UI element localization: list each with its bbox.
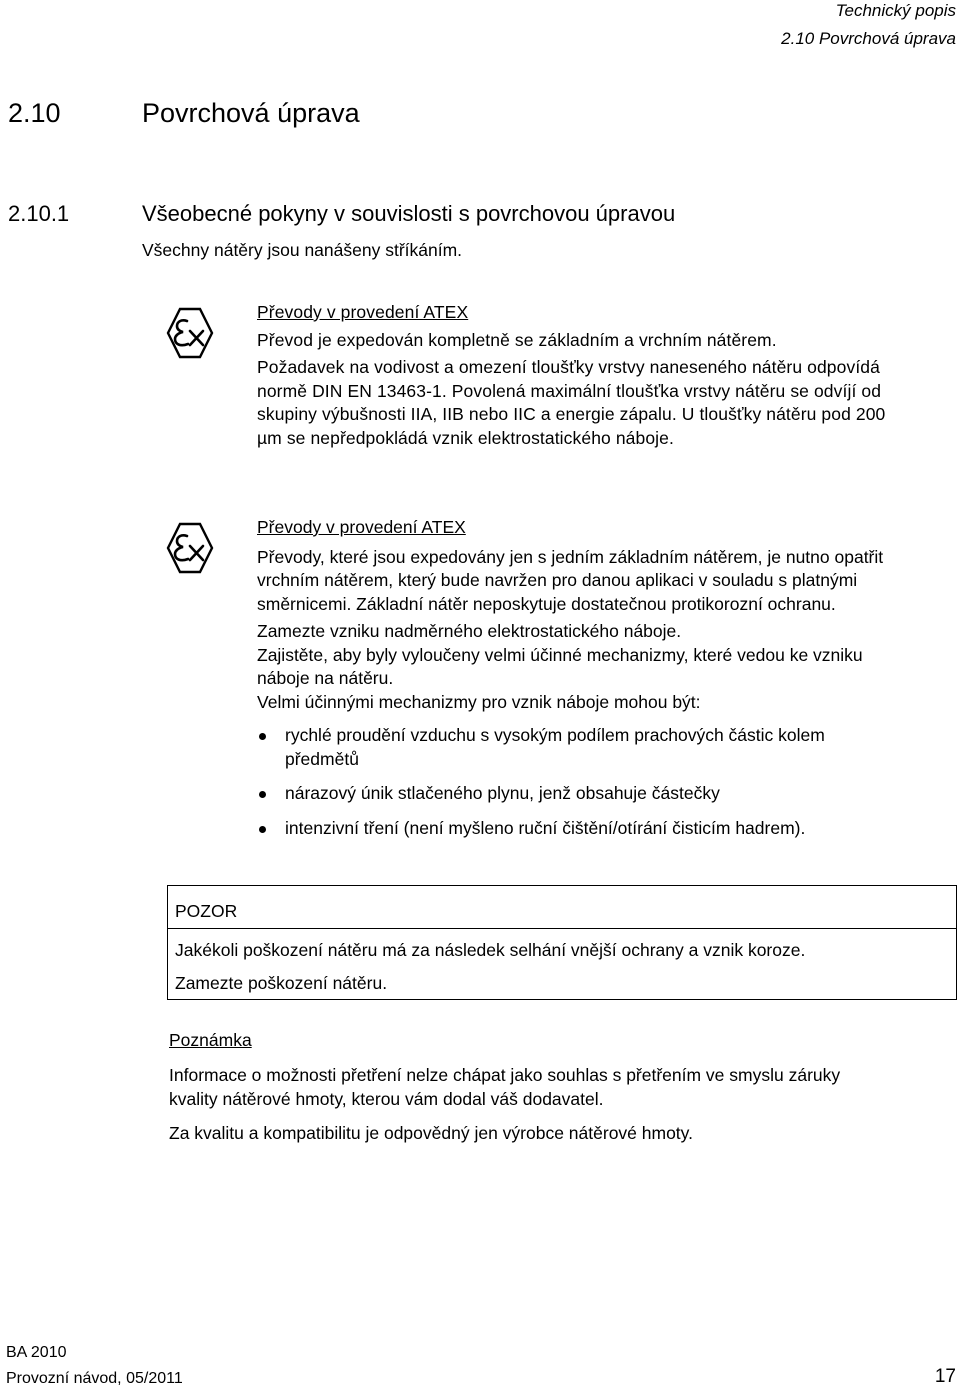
subsection-title: Všeobecné pokyny v souvislosti s povrchovou úpravou bbox=[142, 201, 676, 226]
note-line: kvality nátěrové hmoty, kterou vám dodal váš dodavatel. bbox=[169, 1088, 604, 1109]
note-heading: Poznámka bbox=[169, 1030, 252, 1050]
ex-atex-icon bbox=[166, 307, 214, 359]
subsection-intro: Všechny nátěry jsou nanášeny stříkáním. bbox=[142, 240, 463, 260]
subsection-number: 2.10.1 bbox=[8, 201, 70, 226]
header-chapter: Technický popis bbox=[835, 1, 956, 20]
ex-block-2-line: Zajistěte, aby byly vyloučeny velmi účinné mechanizmy, které vedou ke vzniku bbox=[257, 644, 863, 665]
list-item bbox=[257, 724, 947, 771]
caution-box-header bbox=[168, 886, 956, 929]
section-heading bbox=[8, 97, 908, 131]
list-item-text: intenzivní tření (není myšleno ruční čištění/otírání čisticím hadrem). bbox=[285, 817, 806, 838]
section-number: 2.10 bbox=[8, 98, 61, 128]
list-item-text: předmětů bbox=[285, 748, 359, 769]
list-item-text: rychlé proudění vzduchu s vysokým podílem prachových částic kolem bbox=[285, 725, 825, 745]
ex-block-2 bbox=[257, 516, 947, 840]
ex-block-1-line: Převod je expedován kompletně se základním a vrchním nátěrem. bbox=[257, 329, 777, 350]
section-title: Povrchová úprava bbox=[142, 98, 360, 128]
ex-block-1-title: Převody v provedení ATEX bbox=[257, 302, 469, 322]
header-section: 2.10 Povrchová úprava bbox=[781, 29, 956, 48]
caution-heading: POZOR bbox=[175, 901, 238, 921]
caution-text: Zamezte poškození nátěru. bbox=[175, 973, 388, 993]
ex-block-2-line: vrchním nátěrem, který bude navržen pro danou aplikaci v souladu s platnými bbox=[257, 570, 858, 590]
ex-block-1 bbox=[257, 301, 947, 450]
list-item bbox=[257, 817, 947, 841]
ex-block-1-line: normě DIN EN 13463-1. Povolená maximální tloušťka vrstvy nátěru se odvíjí od bbox=[257, 380, 882, 401]
page-number: 17 bbox=[934, 1366, 956, 1387]
note-line: Za kvalitu a kompatibilitu je odpovědný jen výrobce nátěrové hmoty. bbox=[169, 1123, 693, 1143]
ex-block-1-line: µm se nepředpokládá vznik elektrostatického náboje. bbox=[257, 427, 674, 448]
ex-block-2-para: Velmi účinnými mechanizmy pro vznik náboje mohou být: bbox=[257, 691, 701, 712]
ex-block-2-line: náboje na nátěru. bbox=[257, 668, 394, 688]
caution-text: Jakékoli poškození nátěru má za následek selhání vnější ochrany a vznik koroze. bbox=[175, 940, 806, 960]
caution-box bbox=[167, 885, 957, 1000]
ex-block-2-title: Převody v provedení ATEX bbox=[257, 517, 466, 537]
running-header bbox=[781, 0, 956, 50]
note-body bbox=[169, 1064, 949, 1146]
note-line: Informace o možnosti přetření nelze chápat jako souhlas s přetřením ve smyslu záruky bbox=[169, 1065, 841, 1085]
ex-block-1-line: Požadavek na vodivost a omezení tloušťky vrstvy naneseného nátěru odpovídá bbox=[257, 357, 880, 377]
footer-doc-code: BA 2010 bbox=[6, 1344, 67, 1361]
ex-block-2-para: Zamezte vzniku nadměrného elektrostatického náboje. bbox=[257, 621, 682, 641]
ex-atex-icon bbox=[166, 522, 214, 574]
mechanism-list bbox=[257, 724, 947, 840]
footer-manual: Provozní návod, 05/2011 bbox=[6, 1370, 183, 1387]
ex-block-2-line: směrnicemi. Základní nátěr neposkytuje dostatečnou protikorozní ochranu. bbox=[257, 593, 836, 614]
list-item-text: nárazový únik stlačeného plynu, jenž obsahuje částečky bbox=[285, 783, 720, 803]
ex-block-1-line: skupiny výbušnosti IIA, IIB nebo IIC a energie zápalu. U tloušťky nátěru pod 200 bbox=[257, 404, 886, 424]
ex-block-2-line: Převody, které jsou expedovány jen s jedním základním nátěrem, je nutno opatřit bbox=[257, 546, 884, 567]
subsection-heading bbox=[8, 200, 908, 230]
list-item bbox=[257, 782, 947, 806]
